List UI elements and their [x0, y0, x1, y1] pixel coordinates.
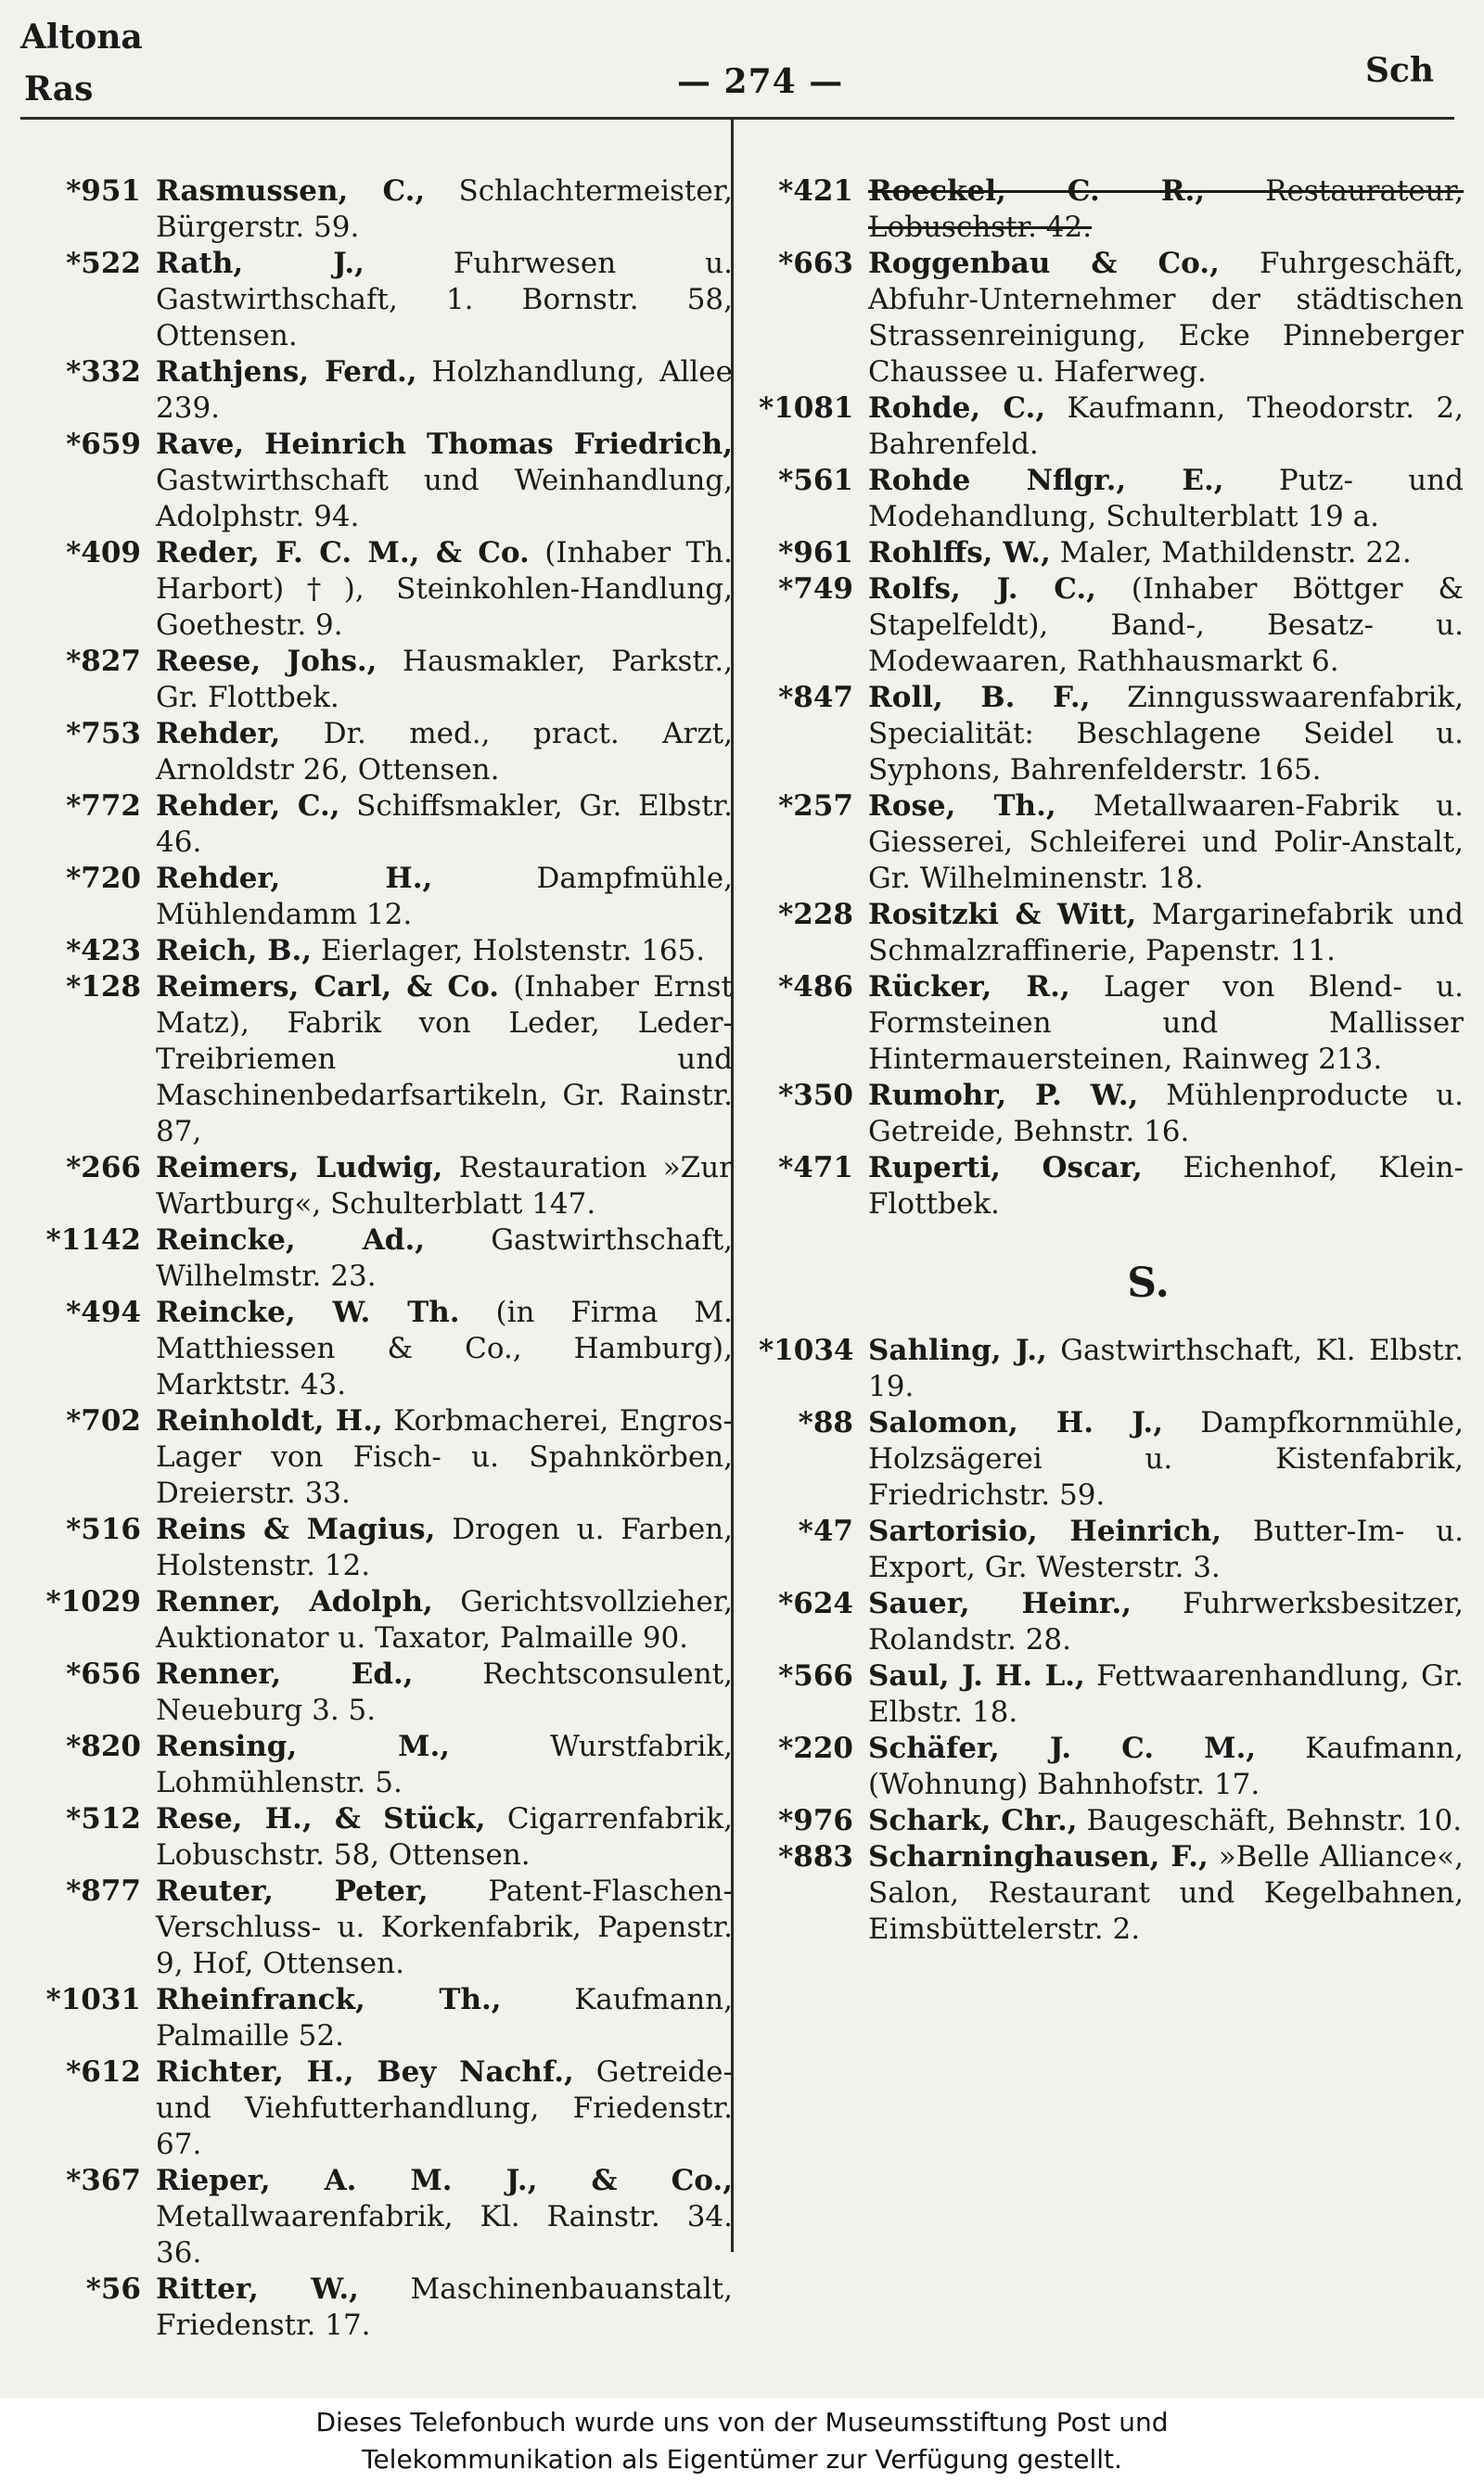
- phone-number: *1081: [759, 391, 854, 425]
- directory-entry: [37, 1512, 733, 1584]
- phone-number: *421: [778, 174, 853, 208]
- phone-number: *961: [778, 536, 853, 569]
- entry-text: [868, 173, 1464, 246]
- entry-details: Fettwaarenhandlung, Gr. Elbstr. 18.: [868, 1659, 1464, 1729]
- entry-text: [156, 1512, 733, 1584]
- entry-details: Korbmacherei, Engros-Lager von Fisch- u. Spahnkörben, Dreierstr. 33.: [156, 1404, 733, 1510]
- directory-entry: [37, 861, 733, 933]
- directory-entry: [37, 788, 733, 861]
- entry-name: Reins & Magius,: [156, 1513, 436, 1546]
- entry-details: Butter-Im- u. Export, Gr. Westerstr. 3.: [868, 1515, 1464, 1584]
- directory-entry: [759, 1514, 1464, 1586]
- entry-details: Eichenhof, Klein-Flottbek.: [868, 1151, 1464, 1221]
- entry-details: (Inhaber Ernst Matz), Fabrik von Leder, Leder-Treibriemen und Maschinenbedarfsartikeln, Gr. Rainstr. 87,: [156, 970, 733, 1148]
- right-column-s-entries: [759, 1333, 1464, 1948]
- entry-name: Sartorisio, Heinrich,: [868, 1515, 1222, 1548]
- entry-name: Reese, Johs.,: [156, 645, 377, 678]
- directory-entry: [37, 535, 733, 644]
- entry-text: [868, 390, 1464, 463]
- entry-text: [868, 1586, 1464, 1658]
- directory-entry: [759, 1658, 1464, 1731]
- entry-details: Maschinenbauanstalt, Friedenstr. 17.: [156, 2272, 733, 2342]
- entry-name: Rathjens, Ferd.,: [156, 355, 417, 389]
- entry-name: Schäfer, J. C. M.,: [868, 1732, 1257, 1765]
- directory-entry: [37, 1801, 733, 1874]
- entry-name: Salomon, H. J.,: [868, 1406, 1164, 1439]
- entry-details: Fuhrwesen u. Gastwirthschaft, 1. Bornstr. 58, Ottensen.: [156, 247, 733, 352]
- header-city: Altona: [20, 18, 143, 57]
- entry-details: Kaufmann, Theodorstr. 2, Bahrenfeld.: [868, 391, 1464, 461]
- entry-text: [868, 1658, 1464, 1731]
- directory-entry: [759, 1333, 1464, 1405]
- directory-entry: [759, 788, 1464, 897]
- directory-entry: [759, 246, 1464, 390]
- directory-entry: [37, 1222, 733, 1295]
- entry-name: Reich, B.,: [156, 934, 313, 967]
- entry-name: Reimers, Ludwig,: [156, 1151, 443, 1184]
- phone-number: *512: [66, 1802, 141, 1836]
- phone-number: *350: [778, 1079, 853, 1112]
- right-column: [759, 173, 1464, 1948]
- entry-details: Wurstfabrik, Lohmühlenstr. 5.: [156, 1730, 733, 1799]
- entry-name: Rositzki & Witt,: [868, 898, 1137, 931]
- phone-number: *423: [66, 934, 141, 967]
- phone-number: *47: [798, 1515, 853, 1548]
- directory-entry: [759, 390, 1464, 463]
- directory-entry: [37, 1403, 733, 1512]
- entry-details: Getreide- und Viehfutterhandlung, Friedenstr. 67.: [156, 2055, 733, 2161]
- directory-entry: [37, 1657, 733, 1729]
- entry-details: Gastwirthschaft und Weinhandlung, Adolphstr. 94.: [156, 464, 733, 533]
- entry-name: Rheinfranck, Th.,: [156, 1983, 502, 2016]
- phone-number: *220: [778, 1732, 853, 1765]
- entry-details: Dampfkornmühle, Holzsägerei u. Kistenfabrik, Friedrichstr. 59.: [868, 1406, 1465, 1512]
- entry-details: Dr. med., pract. Arzt, Arnoldstr 26, Ottensen.: [156, 717, 733, 787]
- entry-name: Scharninghausen, F.,: [868, 1840, 1209, 1874]
- directory-entry: [37, 1874, 733, 1982]
- entry-details: Gerichtsvollzieher, Auktionator u. Taxator, Palmaille 90.: [156, 1585, 733, 1655]
- entry-name: Rose, Th.,: [868, 789, 1056, 823]
- entry-text: [156, 788, 733, 861]
- directory-entry: [37, 2163, 733, 2271]
- phone-number: *827: [66, 645, 141, 678]
- entry-name: Reincke, Ad.,: [156, 1223, 426, 1257]
- entry-details: Fuhrgeschäft, Abfuhr-Unternehmer der städtischen Strassenreinigung, Ecke Pinneberger Chaussee u. Haferweg.: [868, 247, 1464, 389]
- phone-number: *883: [778, 1840, 853, 1874]
- phone-number: *1031: [45, 1983, 141, 2016]
- directory-entry: [759, 1405, 1464, 1514]
- entry-text: [156, 933, 733, 969]
- entry-text: [868, 1405, 1464, 1514]
- directory-entry: [759, 1731, 1464, 1803]
- phone-number: *88: [798, 1406, 853, 1439]
- directory-entry: [37, 1150, 733, 1222]
- entry-text: [868, 1839, 1464, 1948]
- entry-text: [156, 2163, 733, 2271]
- phone-number: *720: [66, 862, 141, 895]
- entry-name: Richter, H., Bey Nachf.,: [156, 2055, 574, 2089]
- phone-number: *367: [66, 2164, 141, 2197]
- entry-details: Gastwirthschaft, Wilhelmstr. 23.: [156, 1223, 734, 1293]
- phone-number: *266: [66, 1151, 141, 1184]
- entry-details: Dampfmühle, Mühlendamm 12.: [156, 862, 733, 931]
- entry-name: Rehder, C.,: [156, 789, 340, 823]
- entry-text: [156, 716, 733, 788]
- phone-number: *522: [66, 247, 141, 280]
- directory-entry: [759, 571, 1464, 680]
- header-range-end: Sch: [1365, 51, 1435, 90]
- phone-number: *612: [66, 2055, 141, 2089]
- phone-number: *663: [778, 247, 853, 280]
- entry-text: [156, 1403, 733, 1512]
- phone-number: *409: [66, 536, 141, 569]
- entry-name: Rath, J.,: [156, 247, 365, 280]
- entry-details: Schiffsmakler, Gr. Elbstr. 46.: [156, 789, 733, 859]
- directory-entry: [37, 2054, 733, 2163]
- directory-entry: [37, 1982, 733, 2054]
- directory-entry: [759, 897, 1464, 969]
- entry-text: [156, 2054, 733, 2163]
- phone-number: *749: [778, 572, 853, 606]
- phone-number: *976: [778, 1804, 853, 1837]
- header-rule: [20, 117, 1454, 120]
- entry-details: Drogen u. Farben, Holstenstr. 12.: [156, 1513, 733, 1582]
- entry-details: Rechtsconsulent, Neueburg 3. 5.: [156, 1657, 733, 1727]
- entry-text: [156, 1874, 733, 1982]
- entry-text: [868, 1514, 1464, 1586]
- entry-text: [156, 2271, 733, 2344]
- entry-text: [868, 1731, 1464, 1803]
- phone-number: *1142: [45, 1223, 141, 1257]
- phone-number: *128: [66, 970, 141, 1004]
- directory-entry: [759, 535, 1464, 571]
- entry-text: [868, 897, 1464, 969]
- entry-name: Rohde, C.,: [868, 391, 1046, 425]
- header-range-start: Ras: [24, 70, 94, 109]
- entry-text: [868, 969, 1464, 1078]
- entry-text: [156, 861, 733, 933]
- phone-number: *1029: [45, 1585, 141, 1618]
- phone-number: *228: [778, 898, 853, 931]
- entry-details: Gastwirthschaft, Kl. Elbstr. 19.: [868, 1334, 1464, 1403]
- entry-details: Kaufmann, (Wohnung) Bahnhofstr. 17.: [868, 1732, 1464, 1801]
- entry-name: Rehder, H.,: [156, 862, 433, 895]
- entry-name: Rasmussen, C.,: [156, 174, 426, 208]
- phone-number: *753: [66, 717, 141, 750]
- directory-entry: [37, 969, 733, 1150]
- entry-details: Holzhandlung, Allee 239.: [156, 355, 733, 425]
- directory-entry: [759, 173, 1464, 246]
- entry-name: Roggenbau & Co.,: [868, 247, 1220, 280]
- entry-name: Rehder,: [156, 717, 281, 750]
- phone-number: *772: [66, 789, 141, 823]
- entry-details: Kaufmann, Palmaille 52.: [156, 1983, 733, 2053]
- entry-name: Saul, J. H. L.,: [868, 1659, 1085, 1693]
- phone-number: *56: [85, 2272, 141, 2306]
- entry-name: Roeckel, C. R.,: [868, 174, 1206, 208]
- entry-details: Patent-Flaschen-Verschluss- u. Korkenfabrik, Papenstr. 9, Hof, Ottensen.: [156, 1874, 733, 1980]
- entry-name: Rücker, R.,: [868, 970, 1070, 1004]
- directory-entry: [759, 1078, 1464, 1150]
- entry-details: Restaurateur, Lobuschstr. 42.: [868, 174, 1464, 244]
- phone-number: *656: [66, 1657, 141, 1691]
- directory-entry: [37, 1295, 733, 1403]
- phone-number: *471: [778, 1151, 853, 1184]
- entry-text: [156, 1982, 733, 2054]
- phone-number: *877: [66, 1874, 141, 1908]
- entry-details: (in Firma M. Matthiessen & Co., Hamburg), Marktstr. 43.: [156, 1296, 734, 1401]
- entry-text: [156, 644, 733, 716]
- entry-text: [156, 246, 733, 354]
- directory-entry: [759, 1839, 1464, 1948]
- phone-number: *702: [66, 1404, 141, 1438]
- entry-details: Margarinefabrik und Schmalzraffinerie, Papenstr. 11.: [868, 898, 1464, 967]
- directory-entry: [37, 716, 733, 788]
- phone-number: *494: [66, 1296, 141, 1329]
- directory-entry: [759, 1586, 1464, 1658]
- entry-details: Mühlenproducte u. Getreide, Behnstr. 16.: [868, 1079, 1464, 1148]
- phone-number: *951: [66, 174, 141, 208]
- phone-number: *561: [778, 464, 853, 497]
- entry-details: Schlachtermeister, Bürgerstr. 59.: [156, 174, 733, 244]
- entry-details: Zinngusswaarenfabrik, Specialität: Beschlagene Seidel u. Syphons, Bahrenfelderstr. 165.: [868, 681, 1464, 787]
- entry-name: Reinholdt, H.,: [156, 1404, 383, 1438]
- footer-line-2: Telekommunikation als Eigentümer zur Verfügung gestellt.: [362, 2444, 1122, 2475]
- directory-entry: [37, 933, 733, 969]
- entry-details: Putz- und Modehandlung, Schulterblatt 19 a.: [868, 464, 1464, 533]
- directory-entry: [37, 644, 733, 716]
- entry-name: Rohde Nflgr., E.,: [868, 464, 1224, 497]
- entry-details: Fuhrwerksbesitzer, Rolandstr. 28.: [868, 1587, 1465, 1657]
- phone-number: *847: [778, 681, 853, 714]
- entry-text: [868, 571, 1464, 680]
- entry-details: (Inhaber Th. Harbort)†), Steinkohlen-Handlung, Goethestr. 9.: [156, 536, 733, 642]
- entry-name: Roll, B. F.,: [868, 681, 1091, 714]
- entry-details: »Belle Alliance«, Salon, Restaurant und Kegelbahnen, Eimsbüttelerstr. 2.: [868, 1840, 1464, 1946]
- directory-entry: [759, 969, 1464, 1078]
- entry-text: [156, 1657, 733, 1729]
- entry-details: Baugeschäft, Behnstr. 10.: [1086, 1804, 1463, 1837]
- footer-line-1: Dieses Telefonbuch wurde uns von der Museumsstiftung Post und: [315, 2407, 1169, 2437]
- directory-entry: [37, 1584, 733, 1657]
- entry-name: Sahling, J.,: [868, 1334, 1047, 1367]
- phone-number: *332: [66, 355, 141, 389]
- entry-name: Rensing, M.,: [156, 1730, 451, 1763]
- directory-entry: [759, 680, 1464, 788]
- entry-text: [868, 246, 1464, 390]
- entry-text: [868, 1078, 1464, 1150]
- entry-details: Cigarrenfabrik, Lobuschstr. 58, Ottensen.: [156, 1802, 733, 1872]
- entry-name: Reder, F. C. M., & Co.: [156, 536, 530, 569]
- entry-text: [156, 969, 733, 1150]
- directory-entry: [37, 427, 733, 535]
- entry-name: Reimers, Carl, & Co.: [156, 970, 500, 1004]
- entry-details: Eierlager, Holstenstr. 165.: [320, 934, 706, 967]
- entry-name: Ritter, W.,: [156, 2272, 359, 2306]
- phone-number: *820: [66, 1730, 141, 1763]
- entry-details: Restauration »Zur Wartburg«, Schulterblatt 147.: [156, 1151, 733, 1221]
- entry-text: [868, 535, 1464, 571]
- entry-name: Reincke, W. Th.: [156, 1296, 460, 1329]
- entry-name: Rohlffs, W.,: [868, 536, 1051, 569]
- directory-entry: [37, 1729, 733, 1801]
- entry-name: Sauer, Heinr.,: [868, 1587, 1132, 1620]
- directory-entry: [37, 354, 733, 427]
- entry-text: [156, 1295, 733, 1403]
- entry-details: Maler, Mathildenstr. 22.: [1059, 536, 1412, 569]
- entry-details: (Inhaber Böttger & Stapelfeldt), Band-, Besatz- u. Modewaaren, Rathhausmarkt 6.: [868, 572, 1464, 678]
- entry-text: [156, 1222, 733, 1295]
- entry-name: Rolfs, J. C.,: [868, 572, 1096, 606]
- entry-text: [156, 173, 733, 246]
- entry-text: [156, 1729, 733, 1801]
- entry-text: [868, 463, 1464, 535]
- entry-name: Schark, Chr.,: [868, 1804, 1078, 1837]
- entry-name: Ruperti, Oscar,: [868, 1151, 1143, 1184]
- footer-note: [0, 2399, 1484, 2482]
- phone-number: *257: [778, 789, 853, 823]
- entry-name: Rieper, A. M. J., & Co.,: [156, 2164, 733, 2197]
- entry-details: Metallwaarenfabrik, Kl. Rainstr. 34. 36.: [156, 2200, 733, 2270]
- phone-number: *566: [778, 1659, 853, 1693]
- right-column-r-entries: [759, 173, 1464, 1222]
- phone-number: *516: [66, 1513, 141, 1546]
- phone-number: *624: [778, 1587, 853, 1620]
- section-letter: S.: [1127, 1260, 1170, 1307]
- directory-entry: [759, 1803, 1464, 1839]
- directory-entry: [37, 2271, 733, 2344]
- entry-text: [156, 1584, 733, 1657]
- entry-text: [868, 680, 1464, 788]
- entry-text: [868, 1333, 1464, 1405]
- entry-details: Hausmakler, Parkstr., Gr. Flottbek.: [156, 645, 733, 714]
- entry-details: Lager von Blend- u. Formsteinen und Mallisser Hintermauersteinen, Rainweg 213.: [868, 970, 1464, 1076]
- entry-text: [156, 535, 733, 644]
- entry-text: [156, 1801, 733, 1874]
- entry-text: [156, 354, 733, 427]
- entry-text: [868, 1150, 1464, 1222]
- entry-name: Renner, Ed.,: [156, 1657, 414, 1691]
- entry-text: [156, 427, 733, 535]
- directory-entry: [37, 173, 733, 246]
- phone-number: *486: [778, 970, 853, 1004]
- entry-text: [868, 1803, 1464, 1839]
- phone-number: *659: [66, 428, 141, 461]
- directory-entry: [759, 463, 1464, 535]
- directory-entry: [759, 1150, 1464, 1222]
- entry-name: Renner, Adolph,: [156, 1585, 433, 1618]
- phone-number: *1034: [759, 1334, 854, 1367]
- entry-text: [868, 788, 1464, 897]
- entry-text: [156, 1150, 733, 1222]
- entry-name: Rave, Heinrich Thomas Friedrich,: [156, 428, 733, 461]
- entry-name: Rumohr, P. W.,: [868, 1079, 1139, 1112]
- directory-entry: [37, 246, 733, 354]
- entry-name: Rese, H., & Stück,: [156, 1802, 486, 1836]
- page-number: — 274 —: [677, 62, 844, 101]
- left-column: [37, 173, 733, 2344]
- entry-name: Reuter, Peter,: [156, 1874, 429, 1908]
- entry-details: Metallwaaren-Fabrik u. Giesserei, Schleiferei und Polir-Anstalt, Gr. Wilhelminenstr. 18.: [868, 789, 1464, 895]
